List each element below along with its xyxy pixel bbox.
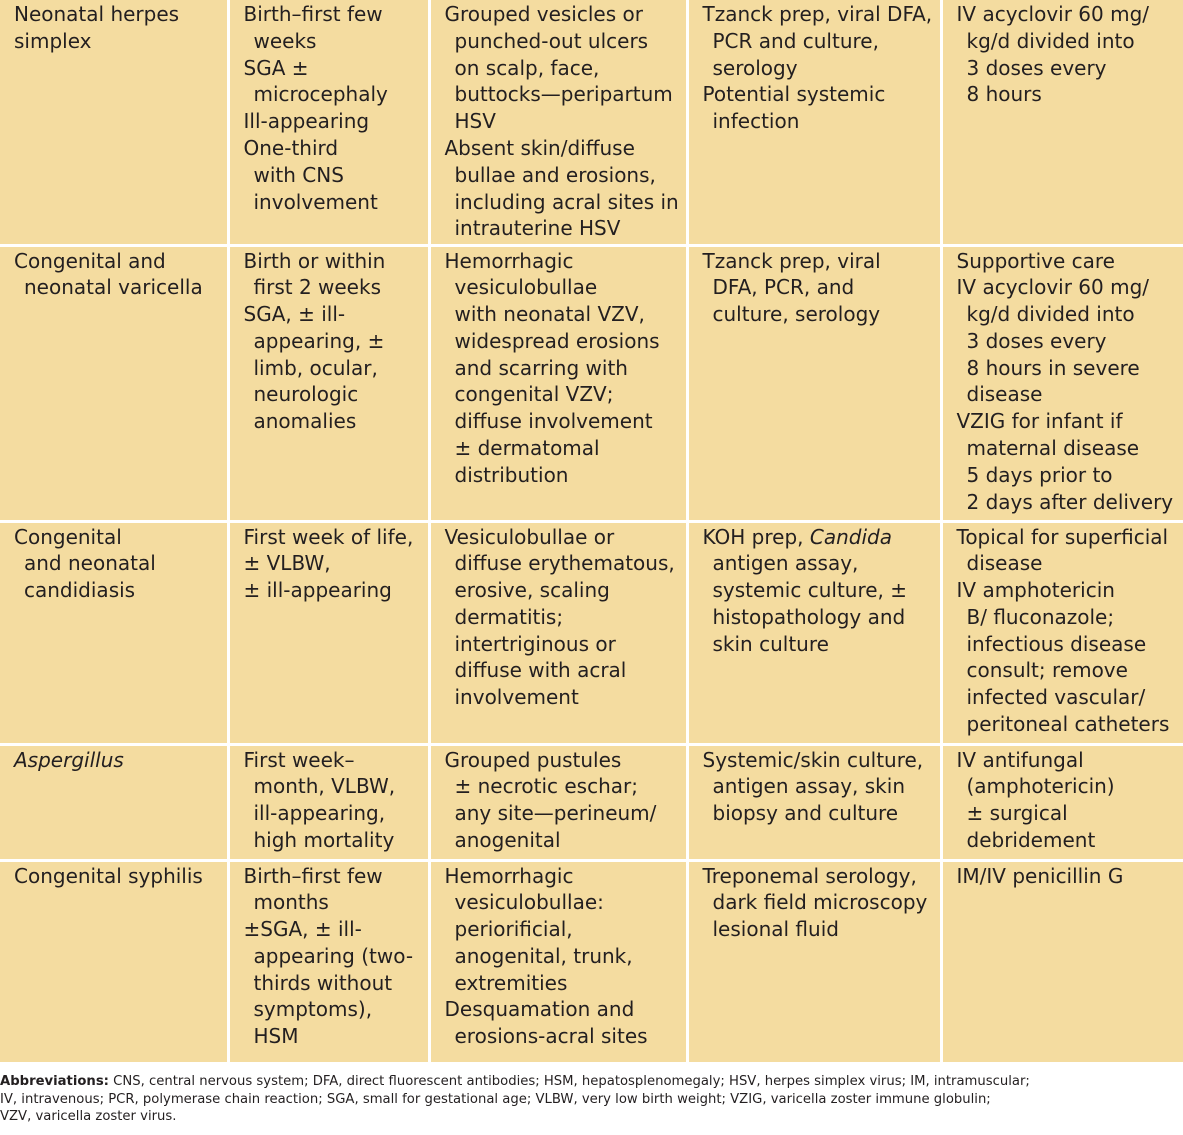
onset-cell	[228, 744, 429, 860]
table-row	[0, 744, 1183, 860]
cell-line: extremities	[454, 970, 568, 995]
cell-line: maternal disease	[966, 436, 1140, 461]
cell-line: IV antifungal	[956, 747, 1084, 772]
diagnosis-cell	[687, 0, 941, 245]
treatment-cell	[941, 521, 1183, 744]
cell-line: simplex	[14, 28, 92, 53]
cell-line: erosive, scaling	[454, 578, 610, 603]
cell-line: diffuse erythematous,	[454, 551, 675, 576]
table-row	[0, 860, 1183, 1062]
cell-line: 2 days after delivery	[966, 489, 1174, 514]
cell-line: thirds without	[253, 970, 393, 995]
cell-line: Congenital and	[14, 248, 166, 273]
onset-cell	[228, 245, 429, 521]
cell-line: microcephaly	[253, 82, 388, 107]
diagnosis-cell	[687, 521, 941, 744]
treatment-cell	[941, 744, 1183, 860]
cell-line: with CNS	[253, 162, 344, 187]
cell-line: (amphotericin)	[966, 774, 1115, 799]
cell-line: months	[253, 890, 329, 915]
cell-line: antigen assay,	[712, 551, 859, 576]
condition-cell	[0, 521, 228, 744]
diagnosis-cell	[687, 860, 941, 1062]
cell-line: dark field microscopy	[712, 890, 928, 915]
cell-line: first 2 weeks	[253, 275, 381, 300]
cell-line: Treponemal serology,	[702, 863, 917, 888]
cell-line: 8 hours in severe	[966, 355, 1140, 380]
condition-cell	[0, 744, 228, 860]
findings-cell	[429, 0, 687, 245]
cell-line: systemic culture, ±	[712, 578, 908, 603]
cell-line: candidiasis	[24, 578, 136, 603]
cell-line: involvement	[454, 685, 579, 710]
cell-line: peritoneal catheters	[966, 712, 1170, 737]
cell-line: One-third	[243, 135, 339, 160]
cell-line: HSM	[253, 1024, 299, 1049]
cell-line: Absent skin/diffuse	[444, 135, 635, 160]
treatment-cell	[941, 245, 1183, 521]
cell-line: any site—perineum/	[454, 801, 657, 826]
cell-line: kg/d divided into	[966, 302, 1135, 327]
cell-line: neurologic	[253, 382, 359, 407]
cell-line: distribution	[454, 462, 569, 487]
cell-line: infected vascular/	[966, 685, 1146, 710]
cell-line: vesiculobullae:	[454, 890, 604, 915]
cell-line: antigen assay, skin	[712, 774, 905, 799]
condition-cell	[0, 0, 228, 245]
diagnosis-cell	[687, 245, 941, 521]
findings-cell	[429, 744, 687, 860]
cell-line: appearing, ±	[253, 328, 385, 353]
cell-line: Grouped pustules	[444, 747, 622, 772]
cell-line: Birth–first few	[243, 2, 383, 26]
cell-line: Hemorrhagic	[444, 863, 574, 888]
cell-line: Birth or within	[243, 248, 386, 273]
cell-line: 5 days prior to	[966, 462, 1113, 487]
cell-line: appearing (two-	[253, 943, 414, 968]
cell-line: First week of life,	[243, 524, 414, 549]
cell-line: 8 hours	[966, 82, 1042, 107]
cell-line: SGA ±	[243, 55, 309, 80]
cell-line: disease	[966, 551, 1043, 576]
cell-line: debridement	[966, 827, 1096, 852]
cell-line: and scarring with	[454, 355, 628, 380]
cell-line: ± ill-appearing	[243, 578, 392, 603]
cell-line: intrauterine HSV	[454, 216, 621, 241]
cell-line: HSV	[454, 109, 496, 134]
cell-line: lesional fluid	[712, 917, 839, 942]
diagnosis-cell	[687, 744, 941, 860]
cell-line: punched-out ulcers	[454, 28, 649, 53]
cell-line: IV acyclovir 60 mg/	[956, 275, 1150, 300]
cell-line: ± necrotic eschar;	[454, 774, 638, 799]
cell-line: Tzanck prep, viral	[702, 248, 881, 273]
cell-line: VZIG for infant if	[956, 409, 1123, 434]
cell-line: 3 doses every	[966, 328, 1107, 353]
cell-line: Birth–first few	[243, 863, 383, 888]
cell-line: IV acyclovir 60 mg/	[956, 2, 1150, 26]
cell-line: infectious disease	[966, 631, 1147, 656]
cell-line: Congenital	[14, 524, 122, 549]
condition-cell	[0, 860, 228, 1062]
treatment-cell	[941, 0, 1183, 245]
footnote-line: VZV, varicella zoster virus.	[0, 1109, 177, 1124]
cell-line: histopathology and	[712, 604, 906, 629]
cell-line: anogenital	[454, 827, 561, 852]
cell-line: symptoms),	[253, 997, 373, 1022]
footnote-text: CNS, central nervous system; DFA, direct fluorescent antibodies; HSM, hepatosplenomegaly; HSV, herpes simplex virus; IM, intramuscular;	[108, 1074, 1030, 1089]
footnote-line: IV, intravenous; PCR, polymerase chain reaction; SGA, small for gestational age; VLBW, very low birth weight; VZIG, varicella zoster immune globulin;	[0, 1091, 991, 1107]
cell-line: consult; remove	[966, 658, 1128, 683]
cell-line: widespread erosions	[454, 328, 660, 353]
cell-line: Neonatal herpes	[14, 2, 180, 26]
cell-line: Aspergillus	[14, 747, 124, 772]
cell-line: ill-appearing,	[253, 801, 386, 826]
onset-cell	[228, 860, 429, 1062]
cell-line: congenital VZV;	[454, 382, 614, 407]
cell-line: anogenital, trunk,	[454, 943, 633, 968]
cell-line: Vesiculobullae or	[444, 524, 615, 549]
cell-line: erosions-acral sites	[454, 1024, 648, 1049]
cell-line: bullae and erosions,	[454, 162, 656, 187]
cell-line: Systemic/skin culture,	[702, 747, 924, 772]
cell-line: B/ fluconazole;	[966, 604, 1115, 629]
footnote-line	[0, 1073, 1183, 1091]
table-row	[0, 0, 1183, 245]
cell-line: disease	[966, 382, 1043, 407]
cell-line: periorificial,	[454, 917, 573, 942]
cell-line: Supportive care	[956, 248, 1115, 273]
cell-line: vesiculobullae	[454, 275, 598, 300]
cell-line: First week–	[243, 747, 355, 772]
cell-line: DFA, PCR, and	[712, 275, 855, 300]
cell-line: including acral sites in	[454, 189, 679, 214]
cell-line: dermatitis;	[454, 604, 564, 629]
cell-line: skin culture	[712, 631, 829, 656]
cell-line: on scalp, face,	[454, 55, 600, 80]
cell-line: Hemorrhagic	[444, 248, 574, 273]
findings-cell	[429, 860, 687, 1062]
abbreviations-footnote	[0, 1073, 1183, 1126]
cell-line: anomalies	[253, 409, 357, 434]
cell-line: PCR and culture,	[712, 28, 879, 53]
onset-cell	[228, 0, 429, 245]
cell-line: month, VLBW,	[253, 774, 396, 799]
treatment-cell	[941, 860, 1183, 1062]
cell-line: culture, serology	[712, 302, 881, 327]
cell-line: biopsy and culture	[712, 801, 899, 826]
cell-line: weeks	[253, 28, 317, 53]
cell-line: Desquamation and	[444, 997, 635, 1022]
cell-line: diffuse involvement	[454, 409, 653, 434]
cell-line: high mortality	[253, 827, 395, 852]
cell-line: ± dermatomal	[454, 436, 600, 461]
cell-line: SGA, ± ill-	[243, 302, 346, 327]
table-row	[0, 245, 1183, 521]
cell-line: Ill-appearing	[243, 109, 370, 134]
cell-line: ± VLBW,	[243, 551, 331, 576]
cell-line: Congenital syphilis	[14, 863, 203, 888]
cell-line: Potential systemic	[702, 82, 886, 107]
cell-line: Tzanck prep, viral DFA,	[702, 2, 933, 26]
cell-line: limb, ocular,	[253, 355, 378, 380]
cell-line: and neonatal	[24, 551, 156, 576]
footnote-label: Abbreviations:	[0, 1074, 109, 1089]
table-row	[0, 521, 1183, 744]
cell-line: with neonatal VZV,	[454, 302, 645, 327]
cell-line: 3 doses every	[966, 55, 1107, 80]
diagnosis-prefix: KOH prep,	[702, 524, 810, 549]
cell-line: kg/d divided into	[966, 28, 1135, 53]
cell-line: Topical for superficial	[956, 524, 1169, 549]
cell-line: Grouped vesicles or	[444, 2, 643, 26]
cell-line: ± surgical	[966, 801, 1068, 826]
findings-cell	[429, 245, 687, 521]
condition-cell	[0, 245, 228, 521]
cell-line: serology	[712, 55, 798, 80]
onset-cell	[228, 521, 429, 744]
cell-line: diffuse with acral	[454, 658, 627, 683]
cell-line: infection	[712, 109, 800, 134]
cell-line: intertriginous or	[454, 631, 616, 656]
findings-cell	[429, 521, 687, 744]
cell-line: buttocks—peripartum	[454, 82, 673, 107]
cell-line: IV amphotericin	[956, 578, 1115, 603]
cell-line: involvement	[253, 189, 378, 214]
candida-italic: Candida	[809, 524, 892, 549]
cell-line	[703, 524, 936, 551]
cell-line: ±SGA, ± ill-	[243, 917, 362, 942]
cell-line: neonatal varicella	[24, 275, 203, 300]
cell-line: IM/IV penicillin G	[956, 863, 1124, 888]
